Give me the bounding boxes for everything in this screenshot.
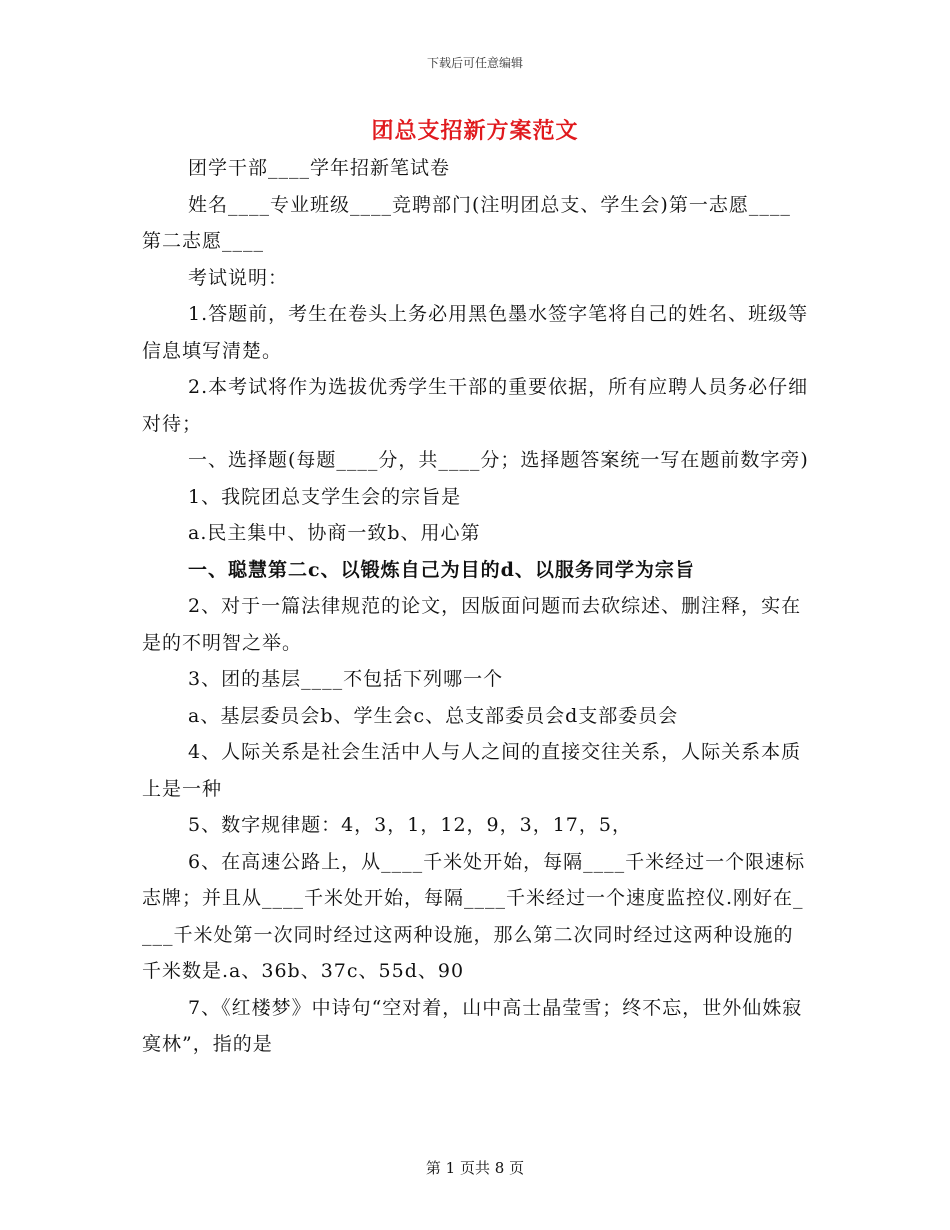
- paragraph-section-choice: 一、选择题(每题____分，共____分；选择题答案统一写在题前数字旁): [188, 449, 809, 471]
- paragraph-question-6: 6、在高速公路上，从____千米处开始，每隔____千米经过一个限速标志牌；并且从____千米处开始，每隔____千米经过一个速度监控仪.刚好在____千米处第一次同时经过这两种设施，那么第二次同时经过这两种设施的千米数是.a、36b、37c、55d、90: [142, 850, 806, 982]
- page-header-note: 下载后可任意编辑: [426, 56, 523, 70]
- paragraph-question-2: 2、对于一篇法律规范的论文，因版面问题而去砍综述、删注释，实在是的不明智之举。: [142, 595, 802, 654]
- paragraph-question-1: 1、我院团总支学生会的宗旨是: [188, 485, 462, 508]
- paragraph-applicant-info: 姓名____专业班级____竞聘部门(注明团总支、学生会)第一志愿____第二志愿____: [142, 193, 791, 252]
- paragraph-question-5: 5、数字规律题：4，3，1，12，9，3，17，5，: [188, 814, 632, 836]
- paragraph-question-3-options: a、基层委员会b、学生会c、总支部委员会d支部委员会: [188, 704, 679, 727]
- paragraph-note-1: 1.答题前，考生在卷头上务必用黑色墨水签字笔将自己的姓名、班级等信息填写清楚。: [142, 303, 809, 362]
- paragraph-question-3: 3、团的基层____不包括下列哪一个: [188, 668, 504, 690]
- paragraph-question-1-options-b: 一、聪慧第二c、以锻炼自己为目的d、以服务同学为宗旨: [188, 558, 695, 581]
- paragraph-exam-title: 团学干部____学年招新笔试卷: [188, 157, 451, 179]
- paragraph-exam-notes-heading: 考试说明：: [188, 266, 289, 289]
- paragraph-question-1-options-a: a.民主集中、协商一致b、用心第: [188, 522, 481, 544]
- document-body: [142, 150, 810, 1063]
- paragraph-question-4: 4、人际关系是社会生活中人与人之间的直接交往关系，人际关系本质上是一种: [142, 741, 802, 800]
- document-title: 团总支招新方案范文: [371, 118, 579, 144]
- page-number: 第 1 页共 8 页: [425, 1159, 525, 1177]
- paragraph-note-2: 2.本考试将作为选拔优秀学生干部的重要依据，所有应聘人员务必仔细对待；: [142, 376, 809, 435]
- paragraph-question-7: 7、《红楼梦》中诗句“空对着，山中高士晶莹雪；终不忘，世外仙姝寂寞林”，指的是: [142, 996, 803, 1055]
